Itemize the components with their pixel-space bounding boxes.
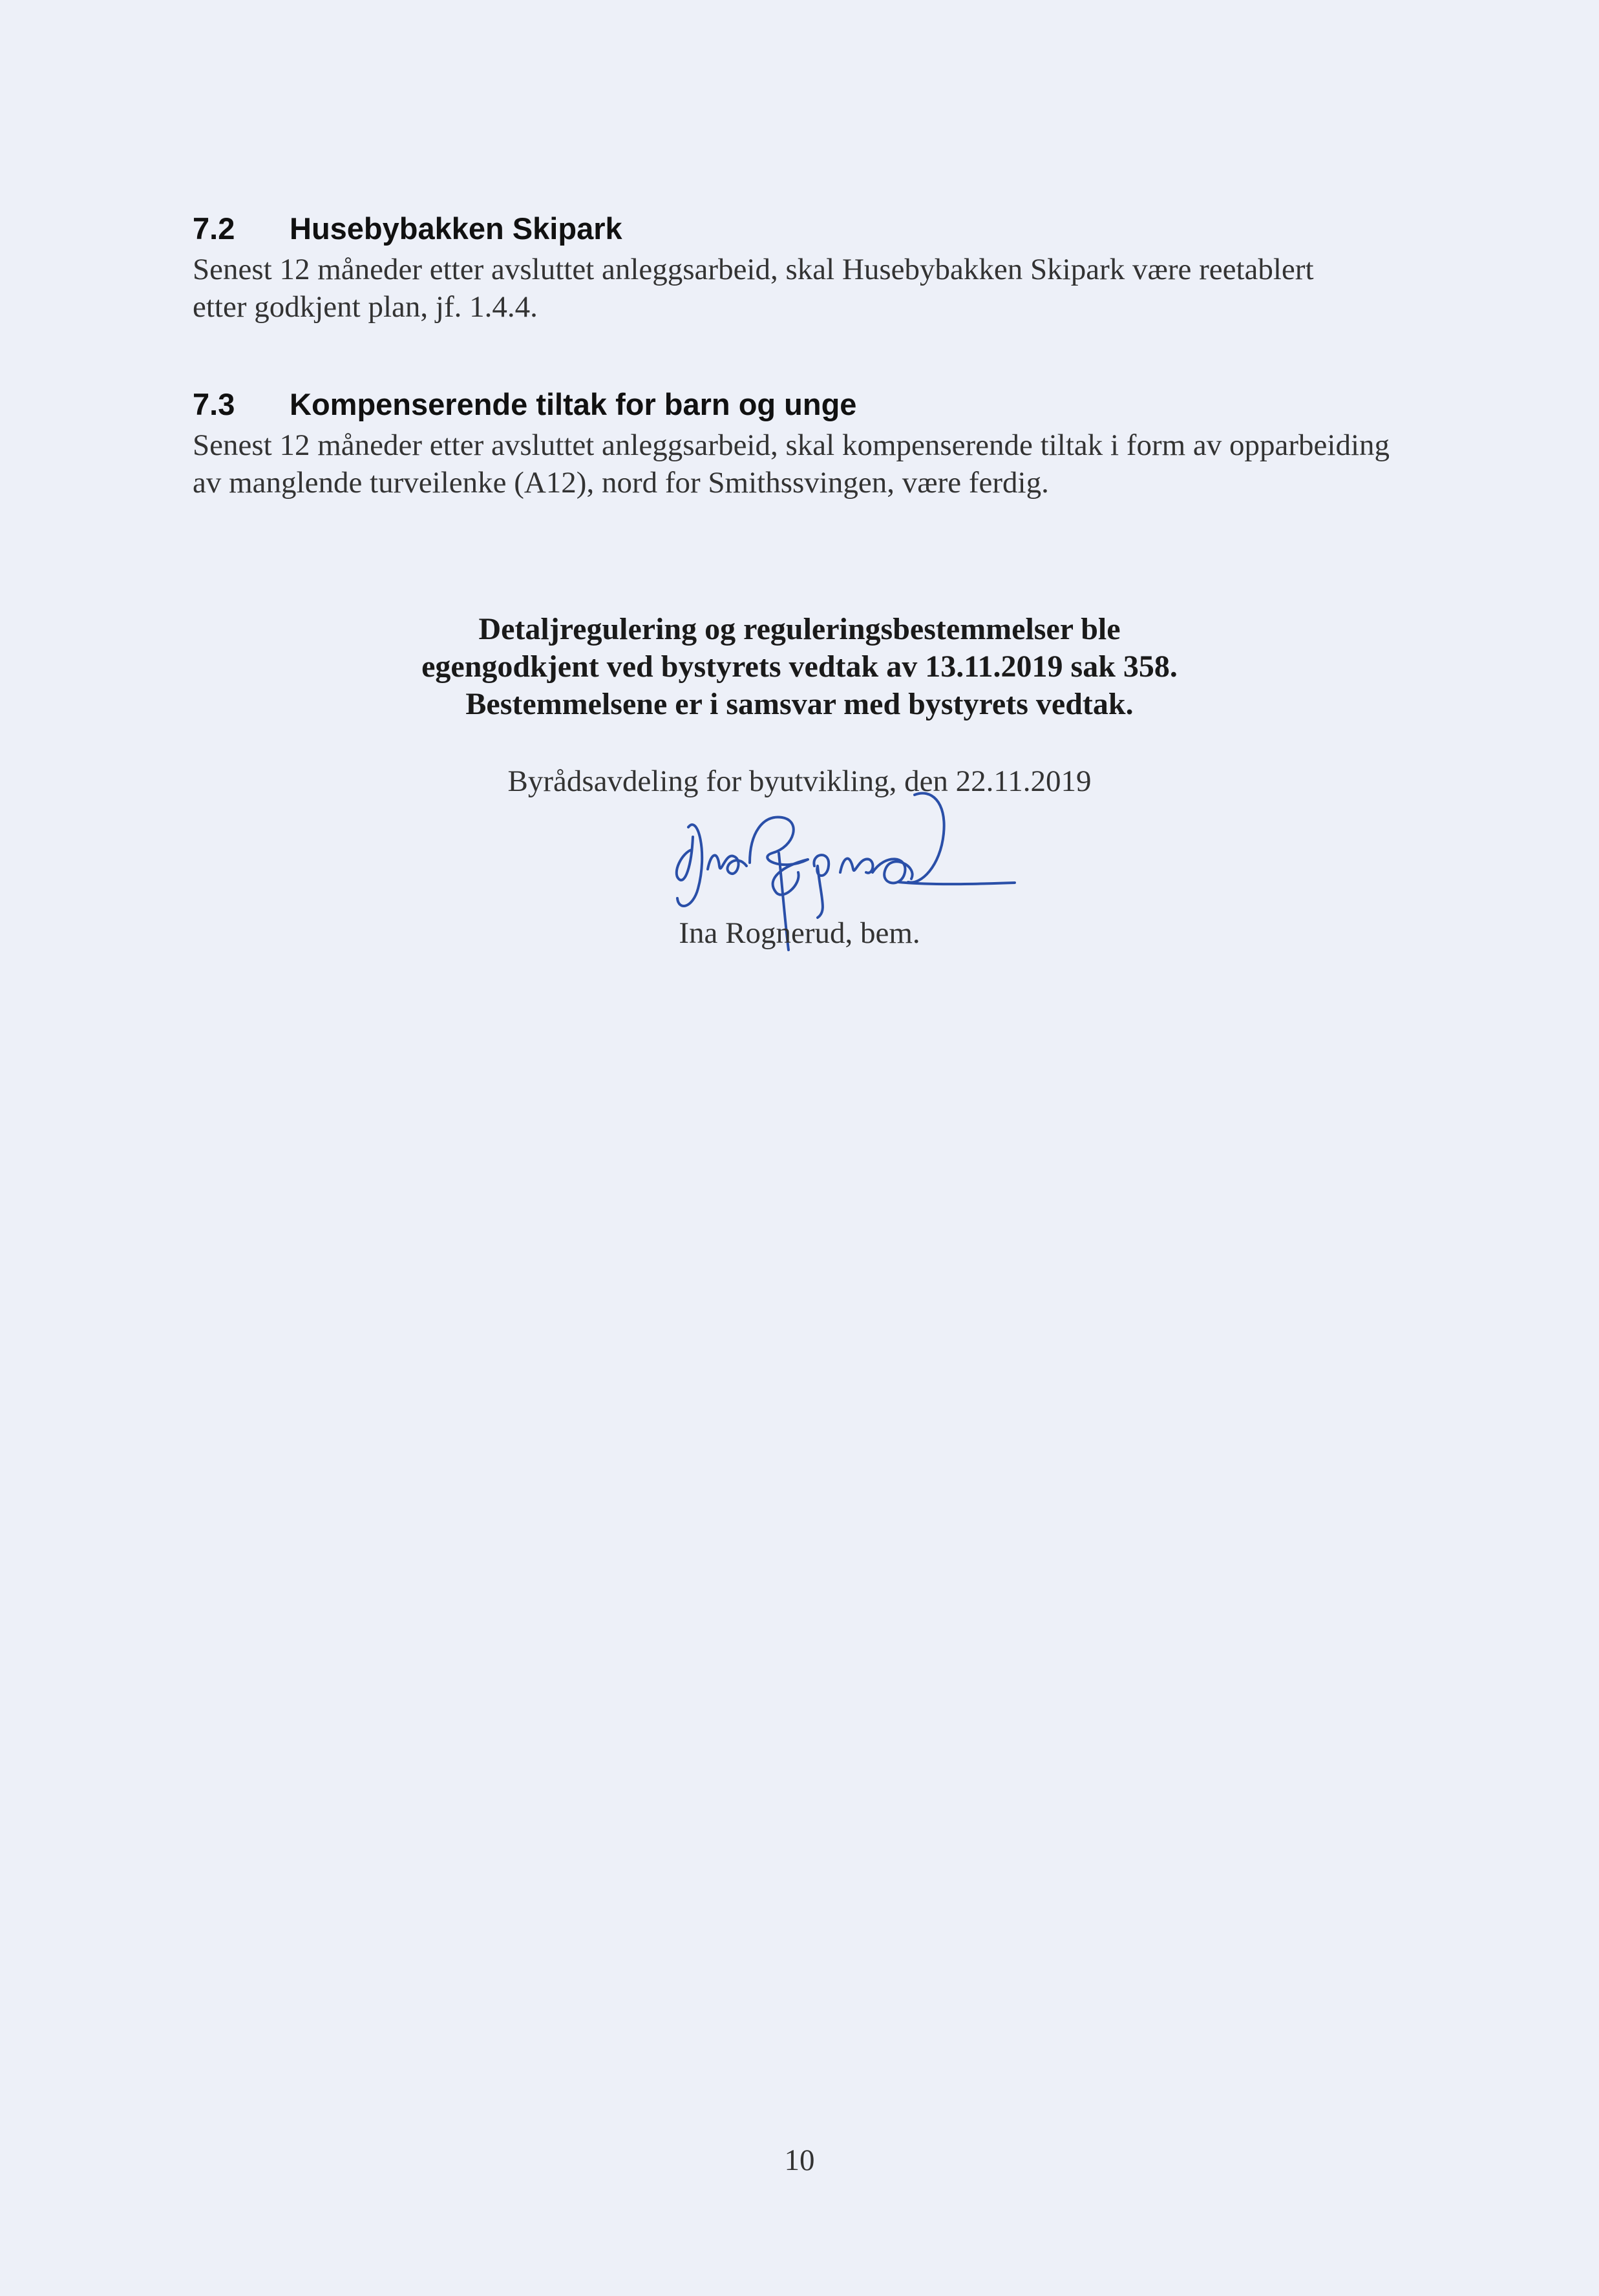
approval-line: egengodkjent ved bystyrets vedtak av 13.11.2019 sak 358. — [421, 649, 1178, 684]
place-date-line: Byrådsavdeling for byutvikling, den 22.11.2019 — [507, 764, 1092, 798]
section-body — [193, 427, 1421, 501]
section-7-3 — [193, 385, 1421, 501]
section-heading — [193, 209, 1421, 248]
section-body — [193, 251, 1421, 326]
section-heading — [193, 385, 1421, 424]
page-number: 10 — [784, 2143, 815, 2177]
approval-line: Bestemmelsene er i samsvar med bystyrets vedtak. — [465, 687, 1134, 721]
body-line: Senest 12 måneder etter avsluttet anleggsarbeid, skal kompenserende tiltak i form av opparbeiding — [193, 428, 1390, 462]
body-line: etter godkjent plan, jf. 1.4.4. — [193, 290, 538, 324]
section-number: 7.2 — [193, 211, 235, 246]
approval-statement — [218, 611, 1381, 723]
body-line: av manglende turveilenke (A12), nord for Smithssvingen, være ferdig. — [193, 466, 1049, 500]
section-title: Kompenserende tiltak for barn og unge — [290, 387, 857, 421]
body-line: Senest 12 måneder etter avsluttet anleggsarbeid, skal Husebybakken Skipark være reetablert — [193, 253, 1314, 286]
approval-line: Detaljregulering og reguleringsbestemmelser ble — [478, 612, 1121, 646]
section-7-2 — [193, 209, 1421, 326]
section-title: Husebybakken Skipark — [290, 211, 622, 246]
section-number: 7.3 — [193, 387, 235, 421]
signer-name: Ina Rognerud, bem. — [679, 916, 920, 950]
